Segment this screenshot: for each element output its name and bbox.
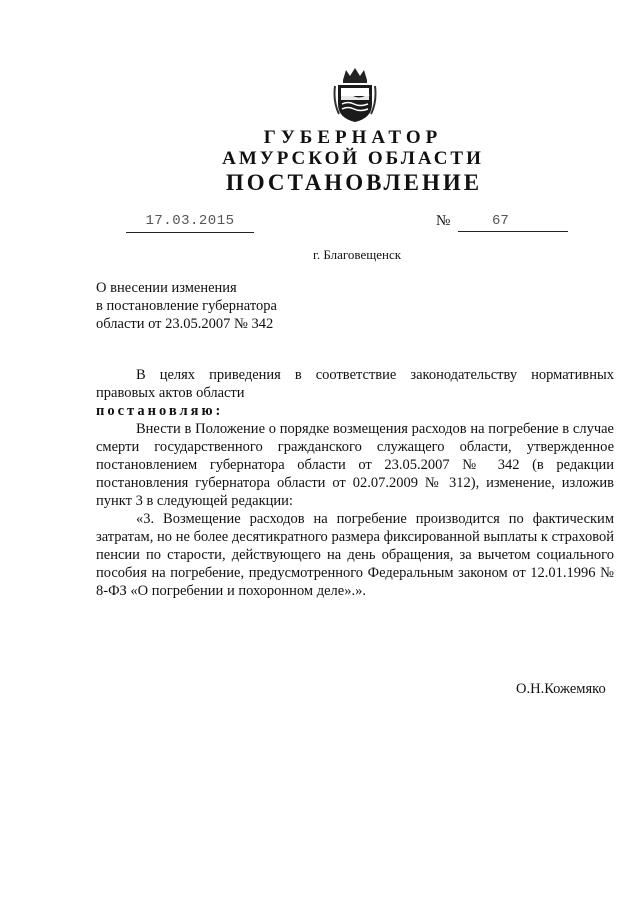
preamble-paragraph: В целях приведения в соответствие законодательству нормативных правовых актов области [96, 367, 614, 401]
signature-name: О.Н.Кожемяко [516, 681, 606, 697]
coat-of-arms-icon [333, 66, 377, 124]
document-type: ПОСТАНОВЛЕНИЕ [225, 170, 483, 195]
subject-line: О внесении изменения [96, 280, 237, 296]
quoted-paragraph: «3. Возмещение расходов на погребение производится по фактическим затратам, но не более десятикратного размера фиксированной выплаты к страховой пенсии по старости, действующего на день обращения, за вычетом социального пособия на погребение, предусмотренного Федеральным законом от 12.01.1996 № 8-ФЗ «О погребении и похоронном деле».». [96, 511, 614, 599]
issuer-region: АМУРСКОЙ ОБЛАСТИ [222, 148, 484, 169]
document-date: 17.03.2015 [126, 213, 254, 233]
number-sign: № [436, 213, 451, 229]
document-body [96, 366, 614, 600]
document-number: 67 [458, 213, 568, 232]
issuer-title: ГУБЕРНАТОР [263, 127, 443, 148]
document-city: г. Благовещенск [313, 247, 402, 262]
subject-line: в постановление губернатора [96, 298, 277, 314]
document-subject [96, 279, 336, 333]
decree-paragraph: Внести в Положение о порядке возмещения расходов на погребение в случае смерти государственного гражданского служащего области, утвержденное постановлением губернатора области от 23.05.2007 № 342 (в редакции постановления губернатора области от 02.07.2009 № 312), изменение, изложив пункт 3 в следующей редакции: [96, 421, 614, 509]
decree-word: постановляю: [96, 403, 224, 419]
subject-line: области от 23.05.2007 № 342 [96, 316, 274, 332]
